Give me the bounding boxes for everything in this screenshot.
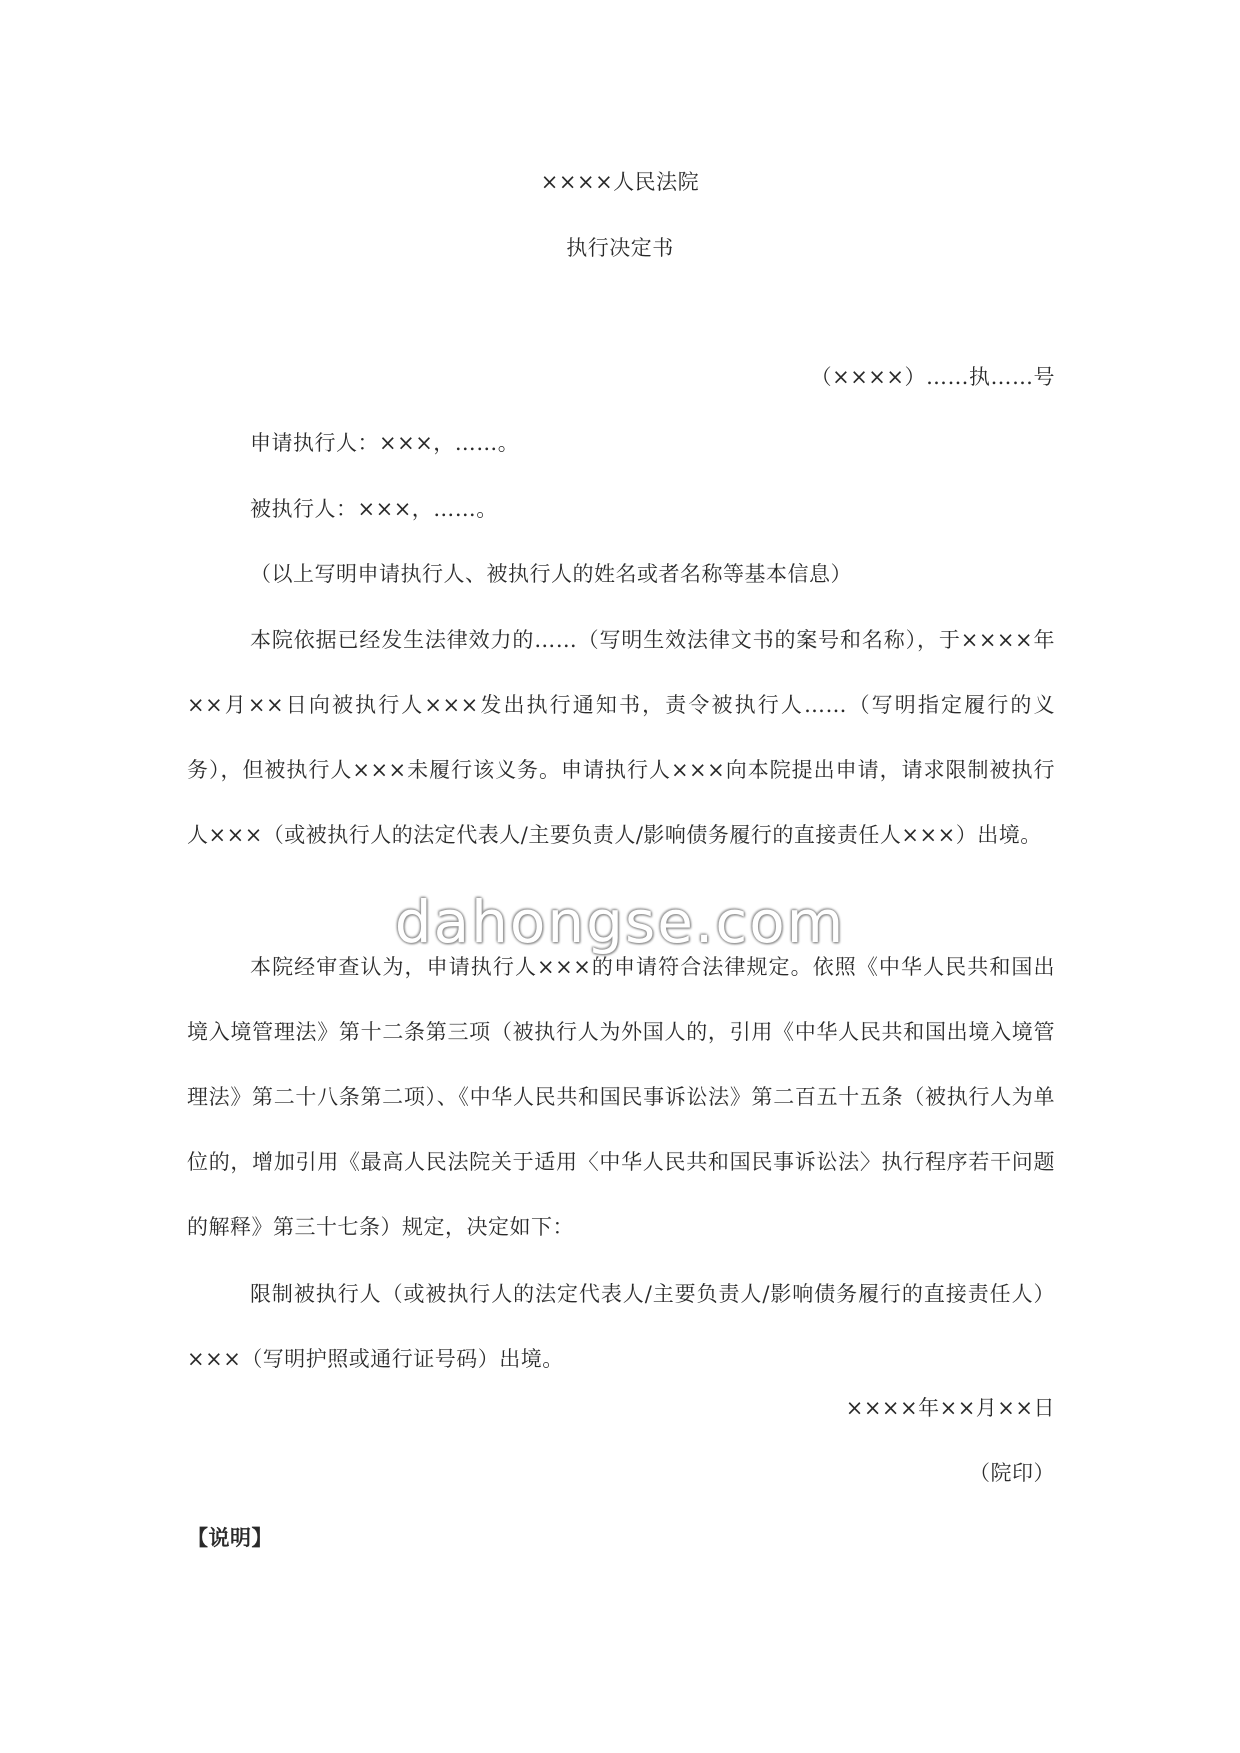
paragraph-review: 本院经审查认为，申请执行人×××的申请符合法律规定。依照《中华人民共和国出境入境管理法》第十二条第三项（被执行人为外国人的，引用《中华人民共和国出境入境管理法》第二十八条第二项）、《中华人民共和国民事诉讼法》第二百五十五条（被执行人为单位的，增加引用《最高人民法院关于适用〈中华人民共和国民事诉讼法〉执行程序若干问题的解释》第三十七条）规定，决定如下： (187, 955, 1055, 1239)
document-date: ××××年××月××日 (845, 1396, 1055, 1420)
court-seal: （院印） (969, 1461, 1055, 1485)
court-name: ××××人民法院 (540, 170, 700, 194)
paragraph-application: 本院依据已经发生法律效力的……（写明生效法律文书的案号和名称），于××××年××月××日向被执行人×××发出执行通知书，责令被执行人……（写明指定履行的义务），但被执行人×××未履行该义务。申请执行人×××向本院提出申请，请求限制被执行人×××（或被执行人的法定代表人/主要负责人/影响债务履行的直接责任人×××）出境。 (187, 628, 1055, 847)
applicant-line: 申请执行人：×××，……。 (250, 431, 520, 455)
info-note: （以上写明申请执行人、被执行人的姓名或者名称等基本信息） (250, 562, 852, 586)
watermark: dahongse.com (394, 888, 846, 956)
document-title: 执行决定书 (566, 236, 674, 260)
respondent-line: 被执行人：×××，……。 (250, 497, 498, 521)
paragraph-decision: 限制被执行人（或被执行人的法定代表人/主要负责人/影响债务履行的直接责任人）×××（写明护照或通行证号码）出境。 (187, 1282, 1055, 1371)
case-number: （××××）……执……号 (810, 365, 1055, 389)
note-heading: 【说明】 (187, 1526, 273, 1550)
